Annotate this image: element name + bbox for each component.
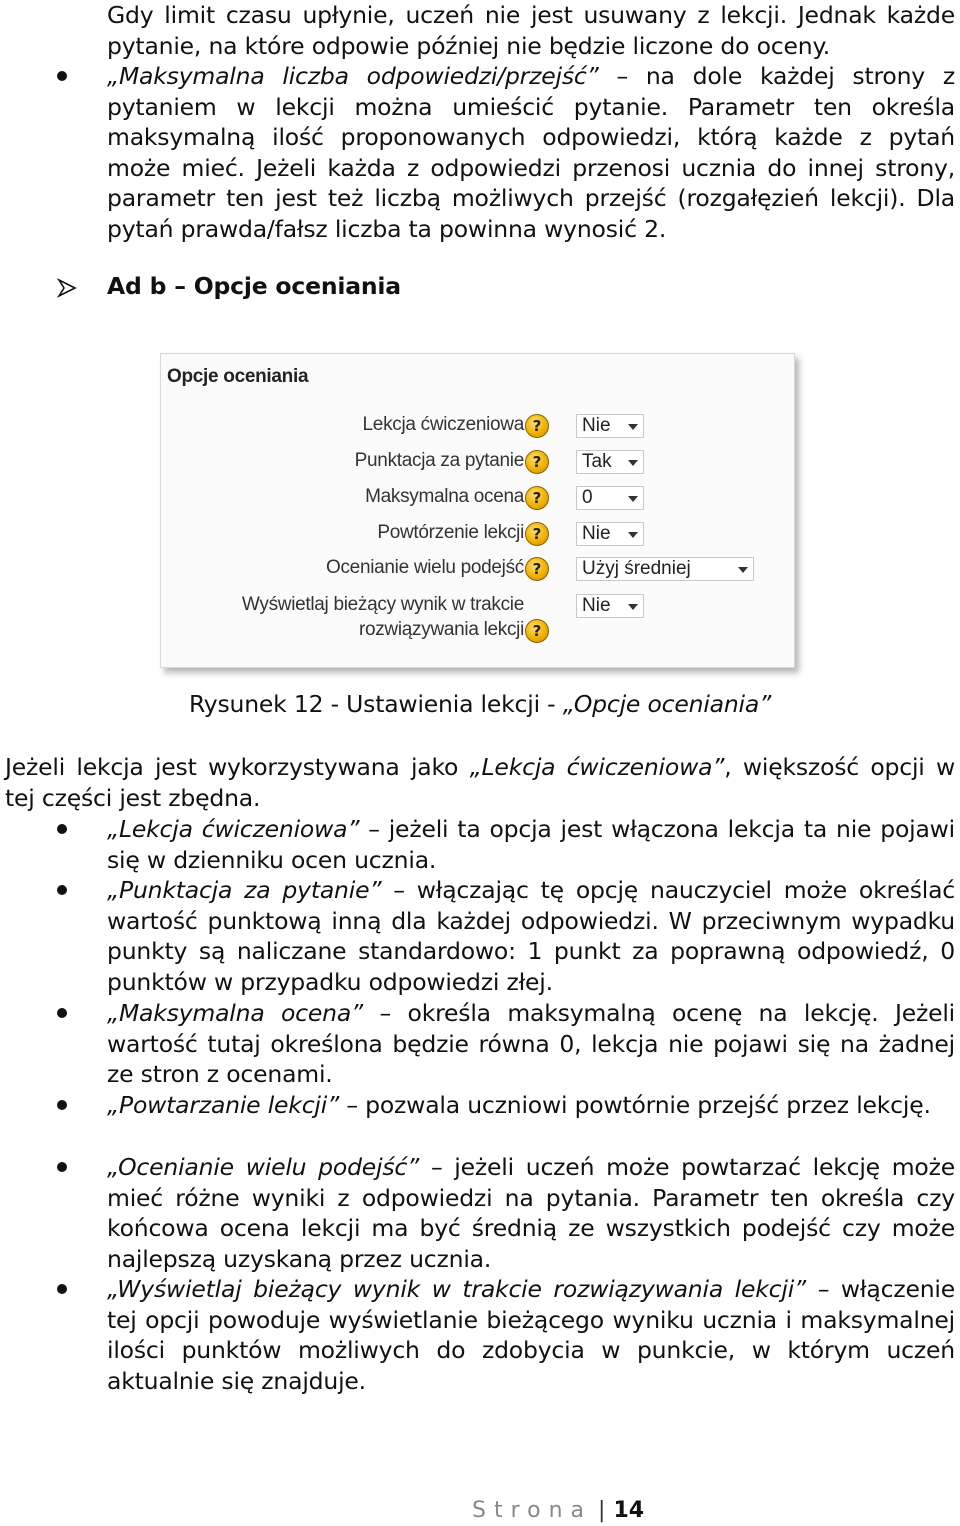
chevron-down-icon [628, 496, 638, 502]
bullet-term: „Powtarzanie lekcji” [107, 1091, 340, 1119]
bullet-term: „Maksymalna ocena” [107, 999, 364, 1027]
bullet-text: – pozwala uczniowi powtórnie przejść przez lekcję. [339, 1091, 931, 1119]
label-retake: Powtórzenie lekcji [377, 522, 524, 543]
help-icon[interactable]: ? [525, 414, 549, 438]
bullet-practice-lesson [107, 814, 955, 875]
select-max-grade[interactable] [576, 486, 644, 510]
bullet-dot [57, 824, 67, 834]
label-show-score: Wyświetlaj bieżący wynik w trakcie [241, 594, 524, 615]
figure-caption [0, 690, 960, 718]
bullet-term: „Lekcja ćwiczeniowa” [107, 815, 360, 843]
label-multiple-attempts: Ocenianie wielu podejść [326, 557, 524, 578]
bullet-dot [57, 885, 67, 895]
intro-italic: „Lekcja ćwiczeniowa” [469, 753, 725, 781]
bullet-max-grade [107, 998, 955, 1090]
bullet-text: – na dole każdej strony z pytaniem w lekcji można umieścić pytanie. Parametr ten określa maksymalną ilość proponowanych odpowiedzi, którą każde z pytań może mieć. Jeżeli każda z odpowiedzi przenosi ucznia do innej strony, parametr ten jest też liczbą możliwych przejść (rozgałęzień lekcji). Dla pytań prawda/fałsz liczba ta powinna wynosić 2. [107, 62, 956, 243]
bullet-text: – jeżeli uczeń może powtarzać lekcję może mieć różne wyniki z odpowiedzi na pytania. Parametr ten określa czy końcowa ocena lekcji ma być średnią ze wszystkich podejść czy może najlepszą uzyskaną przez ucznia. [107, 1153, 955, 1273]
bullet-custom-scoring [107, 875, 955, 997]
select-value: Nie [582, 595, 611, 616]
grading-options-screenshot [160, 353, 795, 668]
footer-label: Strona [472, 1498, 593, 1523]
bullet-text: – włączając tę opcję nauczyciel może określać wartość punktową inną dla każdej odpowiedzi. W przeciwnym wypadku punkty są naliczane standardowo: 1 punkt za poprawną odpowiedź, 0 punktów w przypadku odpowiedzi złej. [107, 876, 955, 996]
bullet-retake [107, 1090, 955, 1121]
bullet-term: „Maksymalna liczba odpowiedzi/przejść” [107, 62, 599, 90]
caption-prefix: Rysunek 12 - Ustawienia lekcji - [188, 690, 563, 718]
intro-continuation-text: Gdy limit czasu upłynie, uczeń nie jest usuwany z lekcji. Jednak każde pytanie, na które odpowie później nie będzie liczone do oceny. [107, 1, 955, 60]
select-value: 0 [582, 487, 593, 508]
help-icon[interactable]: ? [525, 450, 549, 474]
select-practice-lesson[interactable] [576, 414, 644, 438]
bullet-text: – włączenie tej opcji powoduje wyświetlanie bieżącego wyniku ucznia i maksymalnej ilości punktów możliwych do zdobycia w punkcie, w którym uczeń aktualnie się znajduje. [107, 1275, 955, 1395]
help-icon[interactable]: ? [525, 486, 549, 510]
bullet-dot [57, 1284, 67, 1294]
intro-paragraph [5, 752, 955, 813]
select-multiple-attempts[interactable] [576, 557, 754, 581]
page-number: 14 [613, 1498, 645, 1523]
intro-prefix: Jeżeli lekcja jest wykorzystywana jako [5, 753, 470, 781]
bullet-text: – określa maksymalną ocenę na lekcję. Jeżeli wartość tutaj określona będzie równa 0, lekcja nie pojawi się na żadnej ze stron z ocenami. [107, 999, 955, 1088]
select-value: Nie [582, 415, 611, 436]
help-icon[interactable]: ? [525, 557, 549, 581]
help-icon[interactable]: ? [525, 522, 549, 546]
section-heading: Ad b – Opcje oceniania [107, 272, 401, 300]
select-value: Użyj średniej [582, 558, 691, 579]
chevron-down-icon [628, 460, 638, 466]
bullet-dot [57, 1008, 67, 1018]
select-retake[interactable] [576, 522, 644, 546]
footer-separator: | [598, 1498, 606, 1523]
bullet-dot [57, 1162, 67, 1172]
bullet-show-score [107, 1274, 955, 1396]
intro-suffix: , większość opcji w tej części jest zbędna. [5, 753, 955, 812]
chevron-down-icon [628, 532, 638, 538]
bullet-term: „Wyświetlaj bieżący wynik w trakcie rozwiązywania lekcji” [107, 1275, 807, 1303]
help-icon[interactable]: ? [525, 619, 549, 643]
caption-italic: „Opcje oceniania” [562, 690, 772, 718]
page-footer [472, 1498, 644, 1523]
label-max-grade: Maksymalna ocena [365, 486, 524, 507]
chevron-down-icon [738, 567, 748, 573]
arrow-bullet-icon [57, 278, 77, 298]
chevron-down-icon [628, 424, 638, 430]
bullet-dot [57, 1100, 67, 1110]
label-practice-lesson: Lekcja ćwiczeniowa [362, 414, 524, 435]
screenshot-title: Opcje oceniania [167, 366, 309, 387]
label-show-score-line2: rozwiązywania lekcji [358, 619, 524, 640]
select-value: Nie [582, 523, 611, 544]
select-show-score[interactable] [576, 594, 644, 618]
bullet-multiple-attempts [107, 1152, 955, 1274]
label-custom-scoring: Punktacja za pytanie [354, 450, 524, 471]
select-value: Tak [582, 451, 612, 472]
bullet-term: „Ocenianie wielu podejść” [107, 1153, 420, 1181]
bullet-term: „Punktacja za pytanie” [107, 876, 382, 904]
chevron-down-icon [628, 604, 638, 610]
bullet-text: – jeżeli ta opcja jest włączona lekcja ta nie pojawi się w dzienniku ocen ucznia. [107, 815, 955, 874]
bullet-max-answers [107, 61, 955, 244]
bullet-dot [57, 71, 67, 81]
select-custom-scoring[interactable] [576, 450, 644, 474]
